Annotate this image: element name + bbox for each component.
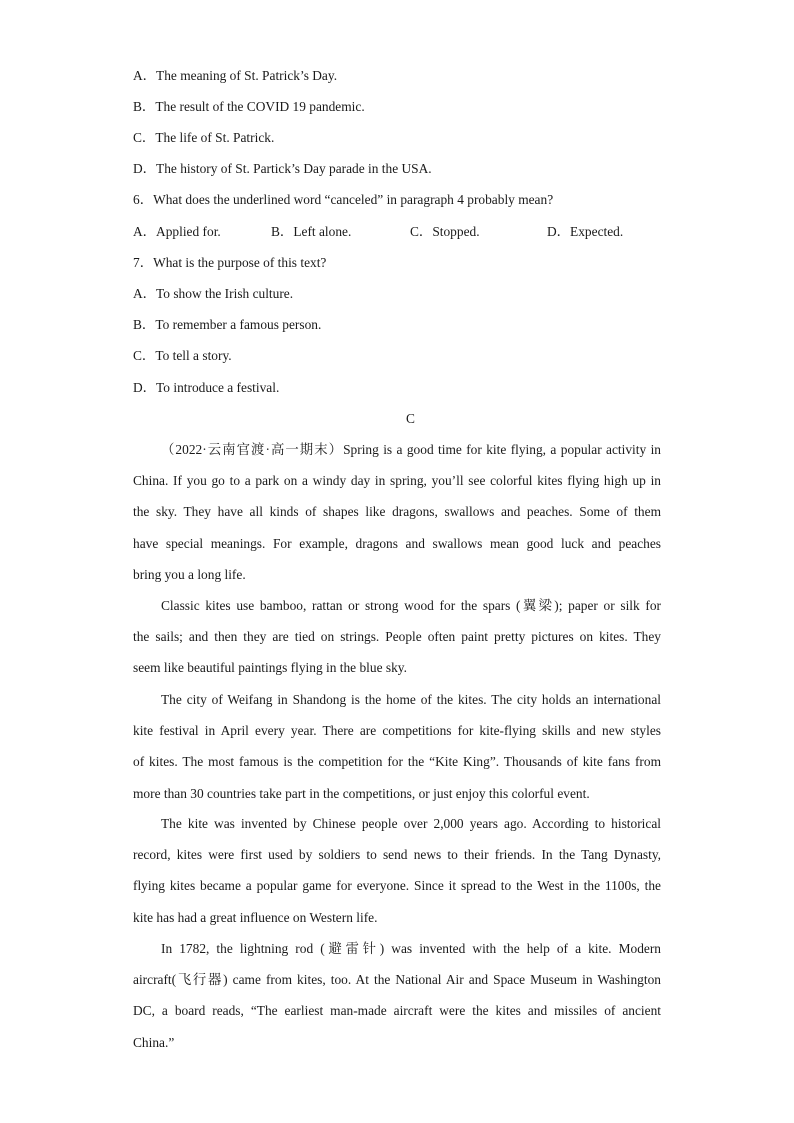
paragraph-line: seem like beautiful paintings flying in the blue sky. [133, 660, 407, 676]
paragraph-line: bring you a long life. [133, 566, 246, 582]
q6-option-d: D．Expected. [547, 224, 624, 239]
q5-option-b: B．The result of the COVID 19 pandemic. [133, 99, 365, 114]
q6-option-c: C．Stopped. [410, 224, 480, 239]
paragraph-line: The kite was invented by Chinese people over 2,000 years ago. According to historical [161, 816, 661, 831]
paragraph-line: The city of Weifang in Shandong is the home of the kites. The city holds an international [161, 692, 661, 707]
q7-question: 7．What is the purpose of this text? [133, 255, 327, 270]
paragraph-line: aircraft(飞行器) came from kites, too. At the National Air and Space Museum in Washington [133, 972, 661, 988]
paragraph-3 [133, 684, 661, 809]
section-label: C [406, 411, 415, 426]
paragraph-line: （2022·云南官渡·高一期末）Spring is a good time for kite flying, a popular activity in [161, 442, 661, 457]
paragraph-line: DC, a board reads, “The earliest man-made aircraft were the kites and missiles of ancient [133, 1003, 661, 1019]
paragraph-4 [133, 808, 661, 933]
q7-option-c: C．To tell a story. [133, 348, 232, 363]
q6-question: 6．What does the underlined word “canceled” in paragraph 4 probably mean? [133, 192, 554, 207]
paragraph-line: China. If you go to a park on a windy day in spring, you’ll see colorful kites flying high up in [133, 473, 661, 489]
paragraph-2 [133, 590, 661, 684]
paragraph-line: China.” [133, 1034, 175, 1050]
paragraph-line: kite festival in April every year. There are competitions for kite-flying skills and new styles [133, 723, 661, 739]
paragraph-line: more than 30 countries take part in the competitions, or just enjoy this colorful event. [133, 785, 590, 801]
paragraph-line: In 1782, the lightning rod (避雷针) was invented with the help of a kite. Modern [161, 941, 661, 956]
q7-option-b: B．To remember a famous person. [133, 317, 322, 332]
paragraph-line: kite has had a great influence on Western life. [133, 909, 378, 925]
q7-option-d: D．To introduce a festival. [133, 380, 280, 395]
paragraph-line: Classic kites use bamboo, rattan or strong wood for the spars (翼梁); paper or silk for [161, 598, 661, 613]
q7-option-a: A．To show the Irish culture. [133, 286, 294, 301]
q6-option-a: A．Applied for. [133, 224, 221, 239]
paragraph-line: record, kites were first used by soldiers to send news to their friends. In the Tang Dynasty, [133, 847, 661, 863]
paragraph-1 [133, 434, 661, 590]
paragraph-line: flying kites became a popular game for everyone. Since it spread to the West in the 1100s, the [133, 878, 661, 894]
paragraph-line: the sails; and then they are tied on strings. People often paint pretty pictures on kites. They [133, 629, 661, 645]
paragraph-5 [133, 933, 661, 1058]
q5-option-d: D．The history of St. Partick’s Day parade in the USA. [133, 161, 432, 176]
q5-option-a: A．The meaning of St. Patrick’s Day. [133, 68, 338, 83]
q6-option-b: B．Left alone. [271, 224, 352, 239]
paragraph-line: the sky. They have all kinds of shapes like dragons, swallows and peaches. Some of them [133, 504, 661, 520]
q5-option-c: C．The life of St. Patrick. [133, 130, 275, 145]
paragraph-line: of kites. The most famous is the competition for the “Kite King”. Thousands of kite fans from [133, 754, 661, 770]
paragraph-line: have special meanings. For example, dragons and swallows mean good luck and peaches [133, 535, 661, 551]
